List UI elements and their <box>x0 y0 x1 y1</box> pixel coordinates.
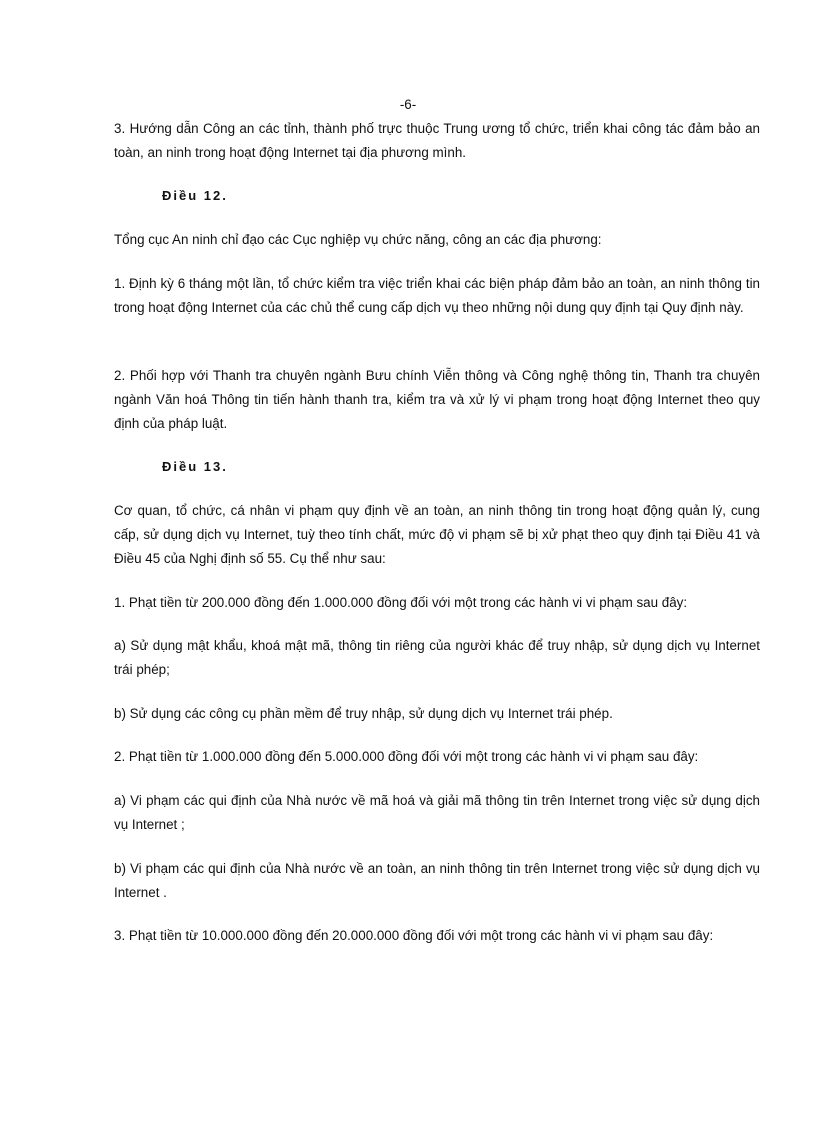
paragraph-penalty-1: 1. Phạt tiền từ 200.000 đồng đến 1.000.000 đồng đối với một trong các hành vi vi phạm sau đây: <box>114 595 688 610</box>
paragraph-article-12-item-2: 2. Phối hợp với Thanh tra chuyên ngành Bưu chính Viễn thông và Công nghệ thông tin, Thanh tra chuyên ngành Văn hoá Thông tin tiến hành thanh tra, kiểm tra và xử lý vi phạm trong hoạt động Internet theo quy định của pháp luật. <box>114 368 760 431</box>
paragraph-penalty-1a: a) Sử dụng mật khẩu, khoá mật mã, thông tin riêng của người khác để truy nhập, sử dụng dịch vụ Internet trái phép; <box>114 638 760 677</box>
paragraph-article-12-item-1: 1. Định kỳ 6 tháng một lần, tổ chức kiểm tra việc triển khai các biện pháp đảm bảo an toàn, an ninh thông tin trong hoạt động Internet của các chủ thể cung cấp dịch vụ theo những nội dung quy định tại Quy định này. <box>114 276 760 315</box>
paragraph-penalty-2b: b) Vi phạm các qui định của Nhà nước về an toàn, an ninh thông tin trên Internet trong việc sử dụng dịch vụ Internet . <box>114 861 760 900</box>
page-number: -6- <box>399 97 417 112</box>
article-heading-12: Điều 12. <box>162 188 228 203</box>
paragraph-penalty-3: 3. Phạt tiền từ 10.000.000 đồng đến 20.000.000 đồng đối với một trong các hành vi vi phạm sau đây: <box>114 928 714 943</box>
article-heading-13: Điều 13. <box>162 459 228 474</box>
paragraph-clause-3: 3. Hướng dẫn Công an các tỉnh, thành phố trực thuộc Trung ương tổ chức, triển khai công tác đảm bảo an toàn, an ninh trong hoạt động Internet tại địa phương mình. <box>114 121 760 160</box>
paragraph-penalty-2: 2. Phạt tiền từ 1.000.000 đồng đến 5.000.000 đồng đối với một trong các hành vi vi phạm sau đây: <box>114 749 699 764</box>
paragraph-article-13-intro: Cơ quan, tổ chức, cá nhân vi phạm quy định về an toàn, an ninh thông tin trong hoạt động quản lý, cung cấp, sử dụng dịch vụ Internet, tuỳ theo tính chất, mức độ vi phạm sẽ bị xử phạt theo quy định tại Điều 41 và Điều 45 của Nghị định số 55. Cụ thể như sau: <box>114 503 760 566</box>
paragraph-article-12-intro: Tổng cục An ninh chỉ đạo các Cục nghiệp vụ chức năng, công an các địa phương: <box>114 232 602 247</box>
paragraph-penalty-2a: a) Vi phạm các qui định của Nhà nước về mã hoá và giải mã thông tin trên Internet trong việc sử dụng dịch vụ Internet ; <box>114 793 760 832</box>
paragraph-penalty-1b: b) Sử dụng các công cụ phần mềm để truy nhập, sử dụng dịch vụ Internet trái phép. <box>114 706 613 721</box>
